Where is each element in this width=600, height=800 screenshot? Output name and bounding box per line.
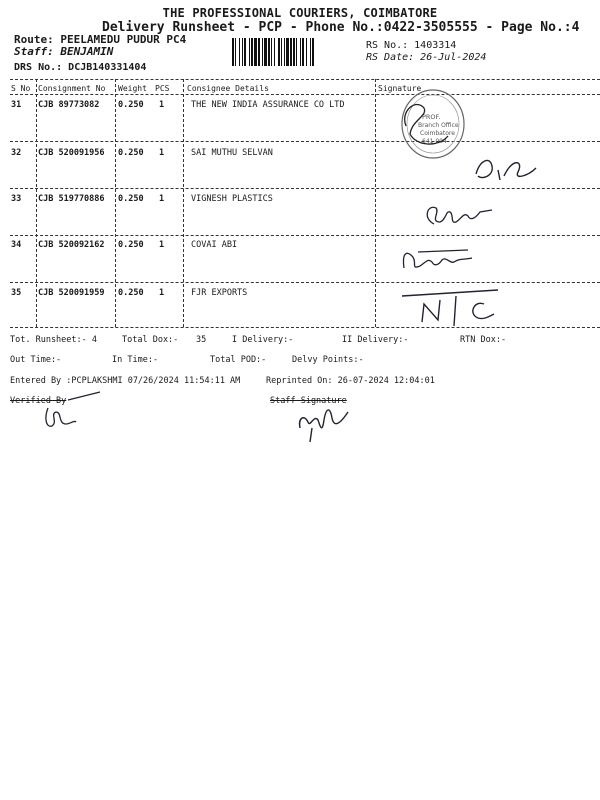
row-consignment: CJB 520091956	[38, 148, 105, 158]
entered-by: Entered By :PCPLAKSHMI 07/26/2024 11:54:11 AM	[10, 376, 241, 386]
column-header-weight: Weight	[118, 84, 147, 93]
row-sno: 34	[11, 240, 22, 250]
delvy-points-label: Delvy Points:-	[292, 355, 364, 365]
signature-icon	[398, 244, 478, 278]
row-consignee: VIGNESH PLASTICS	[191, 194, 273, 204]
row-weight: 0.250	[118, 100, 144, 110]
row-divider	[10, 141, 600, 142]
row-pcs: 1	[159, 240, 165, 250]
row-consignee: THE NEW INDIA ASSURANCE CO LTD	[191, 100, 345, 110]
row-divider	[10, 235, 600, 236]
rs-date: RS Date: 26-Jul-2024	[366, 52, 487, 63]
row-consignee: COVAI ABI	[191, 240, 238, 250]
row-consignment: CJB 520092162	[38, 240, 105, 250]
i-delivery-label: I Delivery:-	[232, 335, 294, 345]
row-sno: 35	[11, 288, 22, 298]
total-dox-label: Total Dox:-	[122, 335, 179, 345]
company-name: THE PROFESSIONAL COURIERS, COIMBATORE	[162, 6, 438, 20]
total-pod-label: Total POD:-	[210, 355, 267, 365]
row-pcs: 1	[159, 148, 165, 158]
row-weight: 0.250	[118, 288, 144, 298]
column-header-signature: Signature	[378, 84, 422, 93]
stamp-line: Branch Office	[418, 122, 459, 129]
total-dox-value: 35	[196, 335, 207, 345]
reprinted-on: Reprinted On: 26-07-2024 12:04:01	[266, 376, 435, 386]
in-time-label: In Time:-	[112, 355, 159, 365]
rtn-dox-label: RTN Dox:-	[460, 335, 507, 345]
row-sno: 33	[11, 194, 22, 204]
verified-by-label: Verified By	[10, 396, 67, 406]
row-weight: 0.250	[118, 148, 144, 158]
column-header-sno: S No	[11, 84, 31, 93]
column-divider	[375, 79, 376, 327]
stamp-line: 641 004	[422, 138, 447, 145]
row-consignment: CJB 519770886	[38, 194, 105, 204]
total-runsheet: Tot. Runsheet:- 4	[10, 335, 97, 345]
row-pcs: 1	[159, 288, 165, 298]
stamp-line: Coimbatore	[420, 130, 455, 137]
row-pcs: 1	[159, 194, 165, 204]
branch-stamp-icon	[398, 86, 468, 162]
drs-number: DRS No.: DCJB140331404	[14, 62, 147, 73]
row-consignment: CJB 89773082	[38, 100, 100, 110]
staff-label: Staff: BENJAMIN	[14, 45, 114, 58]
stamp-line: PROF.	[422, 113, 441, 121]
row-pcs: 1	[159, 100, 165, 110]
row-sno: 32	[11, 148, 22, 158]
row-weight: 0.250	[118, 194, 144, 204]
barcode-icon	[232, 38, 360, 66]
signature-icon	[420, 198, 500, 234]
staff-signature-icon	[292, 398, 362, 444]
row-consignee: SAI MUTHU SELVAN	[191, 148, 273, 158]
table-top-border	[10, 79, 600, 80]
staff-signature-label: Staff Signature	[270, 396, 347, 406]
ii-delivery-label: II Delivery:-	[342, 335, 409, 345]
runsheet-title: Delivery Runsheet - PCP - Phone No.:0422-3505555 - Page No.:4	[102, 20, 580, 35]
signature-icon	[398, 286, 508, 330]
verified-signature-icon	[40, 394, 110, 434]
signature-icon	[470, 150, 540, 186]
table-bottom-border	[10, 327, 600, 328]
rs-number: RS No.: 1403314	[366, 40, 457, 51]
column-header-consignee: Consignee Details	[187, 84, 269, 93]
out-time-label: Out Time:-	[10, 355, 62, 365]
column-header-consignment: Consignment No	[38, 84, 106, 93]
table-header-border	[10, 94, 600, 95]
column-header-pcs: PCS	[155, 84, 170, 93]
row-weight: 0.250	[118, 240, 144, 250]
row-divider	[10, 188, 600, 189]
row-consignee: FJR EXPORTS	[191, 288, 248, 298]
column-divider	[36, 79, 37, 327]
row-sno: 31	[11, 100, 22, 110]
column-divider	[183, 79, 184, 327]
column-divider	[115, 79, 116, 327]
row-consignment: CJB 520091959	[38, 288, 105, 298]
route-label: Route: PEELAMEDU PUDUR PC4	[14, 33, 187, 46]
row-divider	[10, 282, 600, 283]
